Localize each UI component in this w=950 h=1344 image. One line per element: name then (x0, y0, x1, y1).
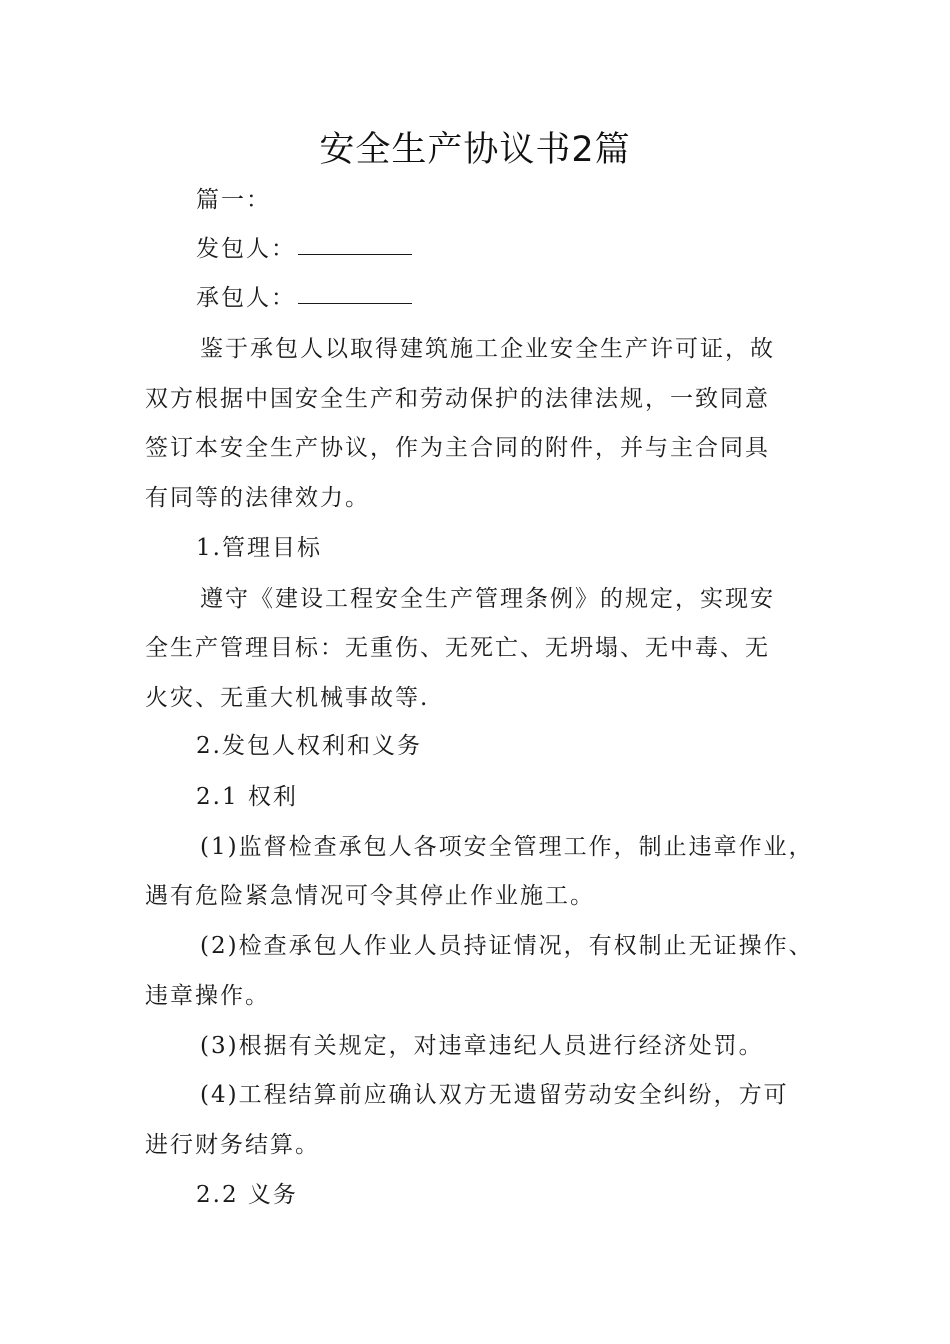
party-b-line (196, 273, 412, 323)
rights-item-line: (3)根据有关规定，对违章违纪人员进行经济处罚。 (200, 1033, 764, 1059)
party-a-blank (298, 224, 412, 255)
section1-line: 火灾、无重大机械事故等. (145, 685, 430, 711)
rights-item-line: (1)监督检查承包人各项安全管理工作，制止违章作业， (200, 834, 814, 860)
party-b-blank (298, 273, 412, 304)
section1-line: 全生产管理目标：无重伤、无死亡、无坍塌、无中毒、无 (145, 635, 770, 661)
part-label: 篇一： (196, 187, 271, 213)
section1-line: 遵守《建设工程安全生产管理条例》的规定，实现安 (200, 586, 775, 612)
intro-line: 签订本安全生产协议，作为主合同的附件，并与主合同具 (145, 435, 770, 461)
document-title: 安全生产协议书2篇 (319, 130, 631, 170)
rights-item-line: (2)检查承包人作业人员持证情况，有权制止无证操作、 (200, 933, 814, 959)
party-b-label: 承包人： (196, 285, 296, 311)
rights-item-line: 遇有危险紧急情况可令其停止作业施工。 (145, 883, 595, 909)
section-heading: 1.管理目标 (196, 535, 322, 561)
party-a-label: 发包人： (196, 236, 296, 262)
party-a-line (196, 224, 412, 274)
rights-item-line: (4)工程结算前应确认双方无遗留劳动安全纠纷，方可 (200, 1082, 789, 1108)
intro-line: 有同等的法律效力。 (145, 485, 370, 511)
rights-item-line: 进行财务结算。 (145, 1132, 320, 1158)
intro-line: 双方根据中国安全生产和劳动保护的法律法规，一致同意 (145, 386, 770, 412)
intro-line: 鉴于承包人以取得建筑施工企业安全生产许可证，故 (200, 336, 775, 362)
subsection-heading: 2.2 义务 (196, 1182, 298, 1208)
subsection-heading: 2.1 权利 (196, 784, 298, 810)
rights-item-line: 违章操作。 (145, 983, 270, 1009)
section-heading: 2.发包人权利和义务 (196, 733, 422, 759)
